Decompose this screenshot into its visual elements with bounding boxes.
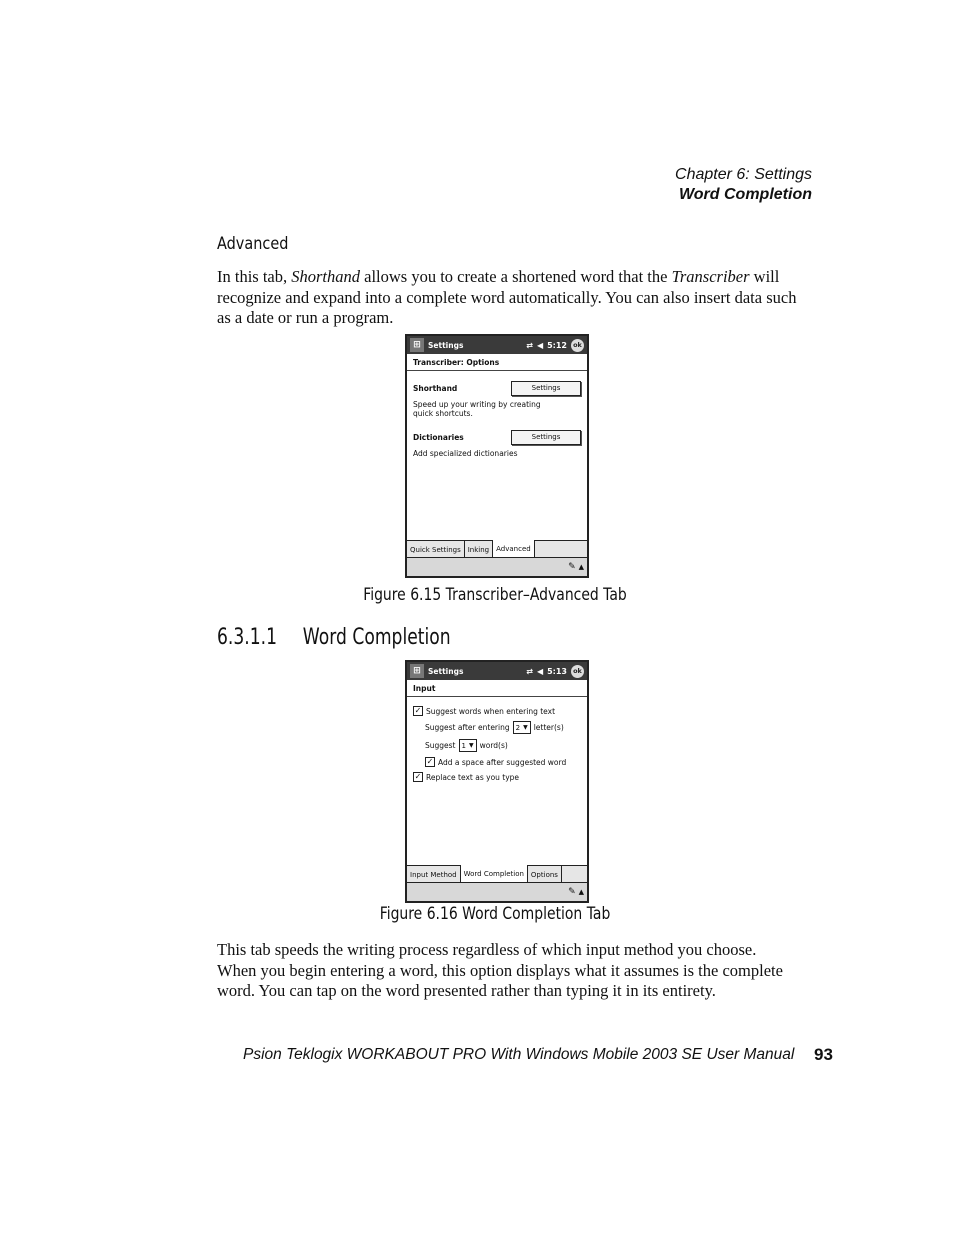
chevron-down-icon: ▼ [468,742,474,749]
running-header-section: Word Completion [678,186,812,203]
word-completion-screenshot [405,660,589,903]
input-method-icon[interactable]: ✎ [568,562,576,572]
clock[interactable]: 5:12 [547,340,567,350]
windows-start-icon[interactable]: ⊞ [410,664,424,678]
ok-button[interactable]: ok [571,339,584,352]
arrow-up-icon[interactable]: ▲ [578,563,584,571]
add-space-checkbox[interactable]: ✓ Add a space after suggested word [426,757,567,767]
dictionaries-settings-button[interactable]: Settings [511,430,581,445]
input-panel-bar [407,882,587,901]
tab-strip [407,540,587,558]
app-title: Settings [428,340,464,350]
suggest-words-checkbox[interactable]: ✓ Suggest words when entering text [414,706,556,716]
shorthand-description: Speed up your writing by creating quick shortcuts. [413,400,541,418]
tab-word-completion[interactable]: Word Completion [461,865,528,883]
advanced-paragraph: In this tab, Shorthand allows you to create a shortened word that the Transcriber will recognize and expand into a complete word automatically. You can also insert data such as a date or run a program. [217,267,797,327]
speaker-icon[interactable]: ◀ [536,340,544,350]
replace-text-checkbox[interactable]: ✓ Replace text as you type [414,772,520,782]
tab-quick-settings[interactable]: Quick Settings [407,541,465,558]
checkbox-checked-icon[interactable]: ✓ [414,706,422,715]
input-method-icon[interactable]: ✎ [568,887,576,897]
input-title: Input [407,680,587,697]
figure-6-16-caption: Figure 6.16 Word Completion Tab [379,904,611,924]
suggest-count-row: Suggest 1 ▼ word(s) [425,741,508,750]
footer-manual-title: Psion Teklogix WORKABOUT PRO With Windows Mobile 2003 SE User Manual [243,1046,795,1063]
connectivity-icon[interactable]: ⇄ [526,340,533,350]
section-number: 6.3.1.1 [217,625,278,650]
windows-start-icon[interactable]: ⊞ [410,338,424,352]
closing-paragraph: This tab speeds the writing process regardless of which input method you choose. When you begin entering a word, this option displays what it assumes is the complete word. You can tap on the word presented rather than typing it in its entirety. [217,940,783,1000]
tab-options[interactable]: Options [528,866,562,883]
arrow-up-icon[interactable]: ▲ [578,888,584,896]
ok-button[interactable]: ok [571,665,584,678]
shorthand-settings-button[interactable]: Settings [511,381,581,396]
input-panel-bar [407,557,587,576]
tab-inking[interactable]: Inking [465,541,493,558]
title-bar [407,662,587,680]
section-title: Word Completion [302,625,451,650]
options-title: Transcriber: Options [407,354,587,371]
shorthand-label: Shorthand [413,384,458,393]
checkbox-checked-icon[interactable]: ✓ [426,757,434,766]
speaker-icon[interactable]: ◀ [536,666,544,676]
connectivity-icon[interactable]: ⇄ [526,666,533,676]
dictionaries-description: Add specialized dictionaries [413,449,518,458]
checkbox-checked-icon[interactable]: ✓ [414,772,422,781]
words-dropdown[interactable]: 1 ▼ [459,739,477,752]
suggest-after-row: Suggest after entering 2 ▼ letter(s) [425,723,564,732]
app-title: Settings [428,666,464,676]
clock[interactable]: 5:13 [547,666,567,676]
letters-dropdown[interactable]: 2 ▼ [513,721,531,734]
page-number: 93 [814,1045,833,1064]
tab-advanced[interactable]: Advanced [493,540,535,558]
section-heading [217,625,451,650]
dictionaries-label: Dictionaries [413,433,464,442]
chevron-down-icon: ▼ [523,724,528,731]
transcriber-advanced-screenshot [405,334,589,578]
tab-strip [407,865,587,883]
title-bar [407,336,587,354]
running-header-chapter: Chapter 6: Settings [675,166,812,183]
advanced-heading: Advanced [217,234,289,254]
tab-input-method[interactable]: Input Method [407,866,461,883]
figure-6-15-caption: Figure 6.15 Transcriber–Advanced Tab [363,585,627,605]
